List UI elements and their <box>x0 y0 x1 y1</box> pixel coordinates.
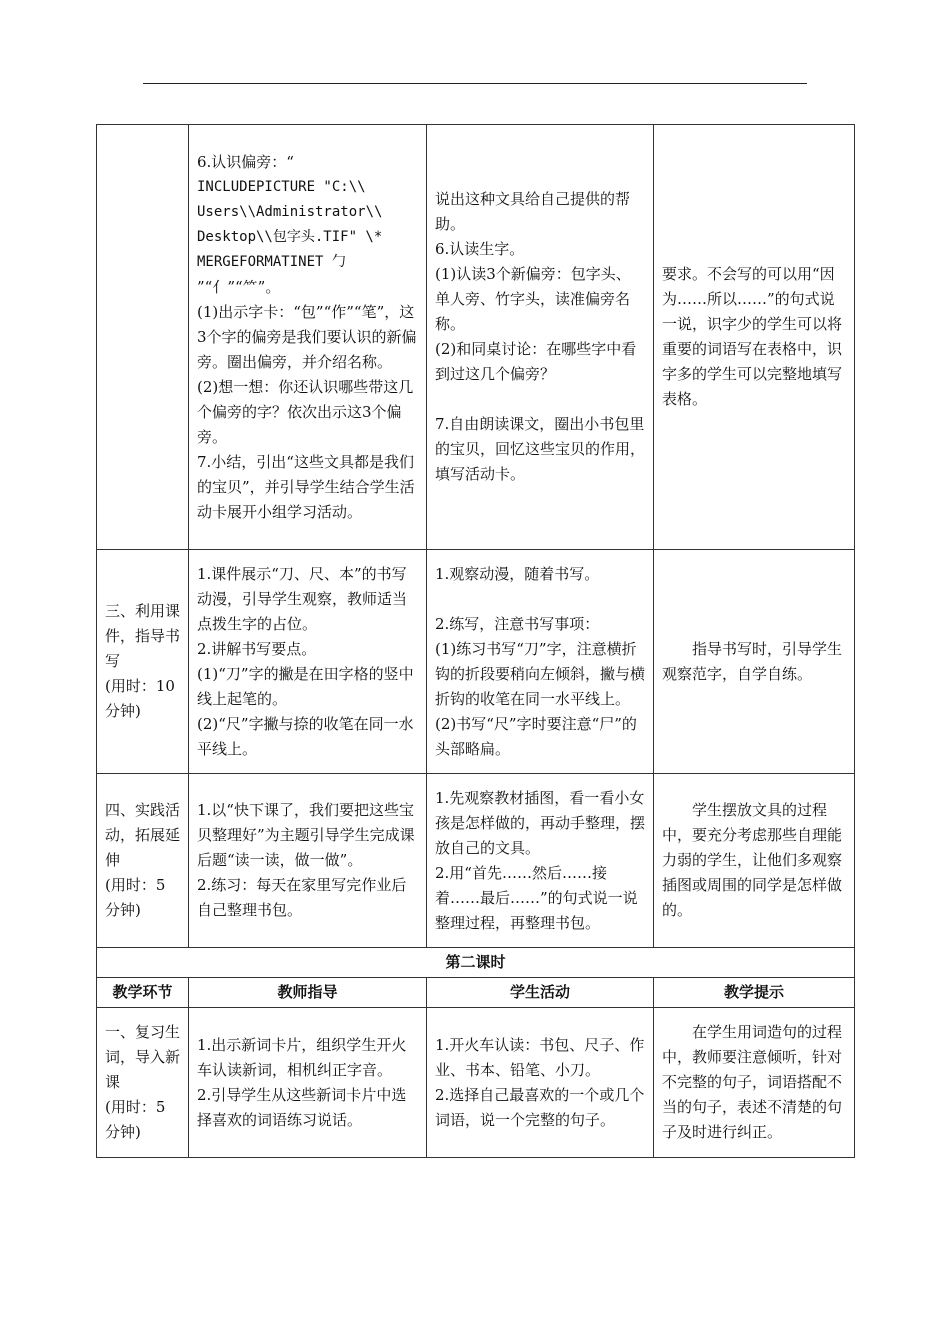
table-row <box>97 1008 855 1158</box>
student-activity-cell <box>427 550 654 774</box>
text-paragraph: 1.先观察教材插图，看一看小女孩是怎样做的，再动手整理，摆放自己的文具。 <box>435 788 646 857</box>
text-line: Users\\Administrator\\ <box>197 203 383 220</box>
text-paragraph: 2.讲解书写要点。 <box>197 639 317 658</box>
text-paragraph: 2.练写，注意书写事项： <box>435 614 600 633</box>
student-activity-cell <box>427 774 654 948</box>
text-paragraph: 学生摆放文具的过程中，要充分考虑那些自理能力弱的学生，让他们多观察插图或周围的同学是怎样做的。 <box>662 801 843 919</box>
stage-duration: (用时：5分钟) <box>105 876 166 919</box>
teacher-guidance-cell <box>189 125 427 550</box>
student-activity-cell <box>427 1008 654 1158</box>
section-title: 第二课时 <box>97 948 855 978</box>
header-student: 学生活动 <box>427 978 654 1008</box>
text-paragraph: 2.练习：每天在家里写完作业后自己整理书包。 <box>197 876 407 919</box>
text-paragraph: (1)“刀”字的撇是在田字格的竖中线上起笔的。 <box>197 664 414 708</box>
stage-duration: (用时：5分钟) <box>105 1098 166 1141</box>
stage-cell <box>97 774 189 948</box>
teaching-hint-cell <box>654 774 855 948</box>
stage-title: 一、复习生词，导入新课 <box>105 1023 181 1091</box>
table-row <box>97 550 855 774</box>
stage-cell <box>97 125 189 550</box>
student-activity-cell <box>427 125 654 550</box>
teaching-hint-cell <box>654 550 855 774</box>
text-paragraph: 2.引导学生从这些新词卡片中选择喜欢的词语练习说话。 <box>197 1085 407 1129</box>
text-paragraph: (2)书写“尺”字时要注意“尸”的头部略扁。 <box>435 714 637 758</box>
stage-cell <box>97 550 189 774</box>
spacer <box>435 587 645 612</box>
stage-duration: (用时：10分钟) <box>105 677 175 720</box>
table-row <box>97 125 855 550</box>
stage-title: 四、实践活动，拓展延伸 <box>105 801 181 869</box>
text-paragraph: 指导书写时，引导学生观察范字，自学自练。 <box>662 639 843 683</box>
header-teacher: 教师指导 <box>189 978 427 1008</box>
text-line: ”“亻”“⺮”。 <box>197 277 281 296</box>
text-paragraph: 2.用“首先……然后……接着……最后……”的句式说一说整理过程，再整理书包。 <box>435 863 638 932</box>
text-paragraph: 1.以“快下课了，我们要把这些宝贝整理好”为主题引导学生完成课后题“读一读，做一做”。 <box>197 801 415 869</box>
text-paragraph: 1.出示新词卡片，组织学生开火车认读新词，相机纠正字音。 <box>197 1035 407 1079</box>
text-paragraph: 7.小结，引出“这些文具都是我们的宝贝”，并引导学生结合学生活动卡展开小组学习活动。 <box>197 452 415 521</box>
header-rule <box>143 83 807 84</box>
section-title-row <box>97 948 855 978</box>
text-paragraph: (2)和同桌讨论：在哪些字中看到过这几个偏旁？ <box>435 340 637 383</box>
text-paragraph: (2)“尺”字撇与捺的收笔在同一水平线上。 <box>197 714 414 758</box>
stage-title: 三、利用课件，指导书写 <box>105 602 181 670</box>
text-paragraph: 说出这种文具给自己提供的帮助。 <box>435 190 631 233</box>
text-paragraph: 1.课件展示“刀、尺、本”的书写动漫，引导学生观察，教师适当点拨生字的占位。 <box>197 564 408 633</box>
text-paragraph: (2)想一想：你还认识哪些带这几个偏旁的字？依次出示这3个偏旁。 <box>197 377 414 446</box>
header-hint: 教学提示 <box>654 978 855 1008</box>
text-paragraph: 要求。不会写的可以用“因为……所以……”的句式说一说，识字少的学生可以将重要的词语写在表格中，识字多的学生可以完整地填写表格。 <box>662 265 843 408</box>
text-paragraph: 1.观察动漫，随着书写。 <box>435 564 600 583</box>
teaching-hint-cell <box>654 1008 855 1158</box>
teacher-guidance-cell <box>189 774 427 948</box>
text-paragraph: 6.认读生字。 <box>435 240 525 258</box>
text-paragraph: 2.选择自己最喜欢的一个或几个词语，说一个完整的句子。 <box>435 1085 645 1129</box>
table-row <box>97 774 855 948</box>
text-paragraph: (1)练习书写“刀”字，注意横折钩的折段要稍向左倾斜，撇与横折钩的收笔在同一水平线上。 <box>435 639 646 708</box>
text-paragraph: (1)出示字卡：“包”“作”“笔”，这3个字的偏旁是我们要认识的新偏旁。圈出偏旁，并介绍名称。 <box>197 302 417 371</box>
text-line: MERGEFORMATINET 勹 <box>197 253 346 270</box>
lesson-plan-table <box>96 124 855 1158</box>
teacher-guidance-cell <box>189 1008 427 1158</box>
text-paragraph: 1.开火车认读：书包、尺子、作业、书本、铅笔、小刀。 <box>435 1035 645 1079</box>
header-row <box>97 978 855 1008</box>
teaching-hint-cell <box>654 125 855 550</box>
text-paragraph: 7.自由朗读课文，圈出小书包里的宝贝，回忆这些宝贝的作用，填写活动卡。 <box>435 415 646 483</box>
text-paragraph: (1)认读3个新偏旁：包字头、单人旁、竹字头，读准偏旁名称。 <box>435 265 631 333</box>
header-stage: 教学环节 <box>97 978 189 1008</box>
text-line: INCLUDEPICTURE "C:\\ <box>197 178 366 195</box>
stage-cell <box>97 1008 189 1158</box>
text-paragraph: 在学生用词造句的过程中，教师要注意倾听，针对不完整的句子，词语搭配不当的句子，表述不清楚的句子及时进行纠正。 <box>662 1023 843 1141</box>
text-line: 6.认识偏旁：“ <box>197 152 294 171</box>
teacher-guidance-cell <box>189 550 427 774</box>
spacer <box>435 387 645 412</box>
text-line: Desktop\\包字头.TIF" \* <box>197 228 383 245</box>
